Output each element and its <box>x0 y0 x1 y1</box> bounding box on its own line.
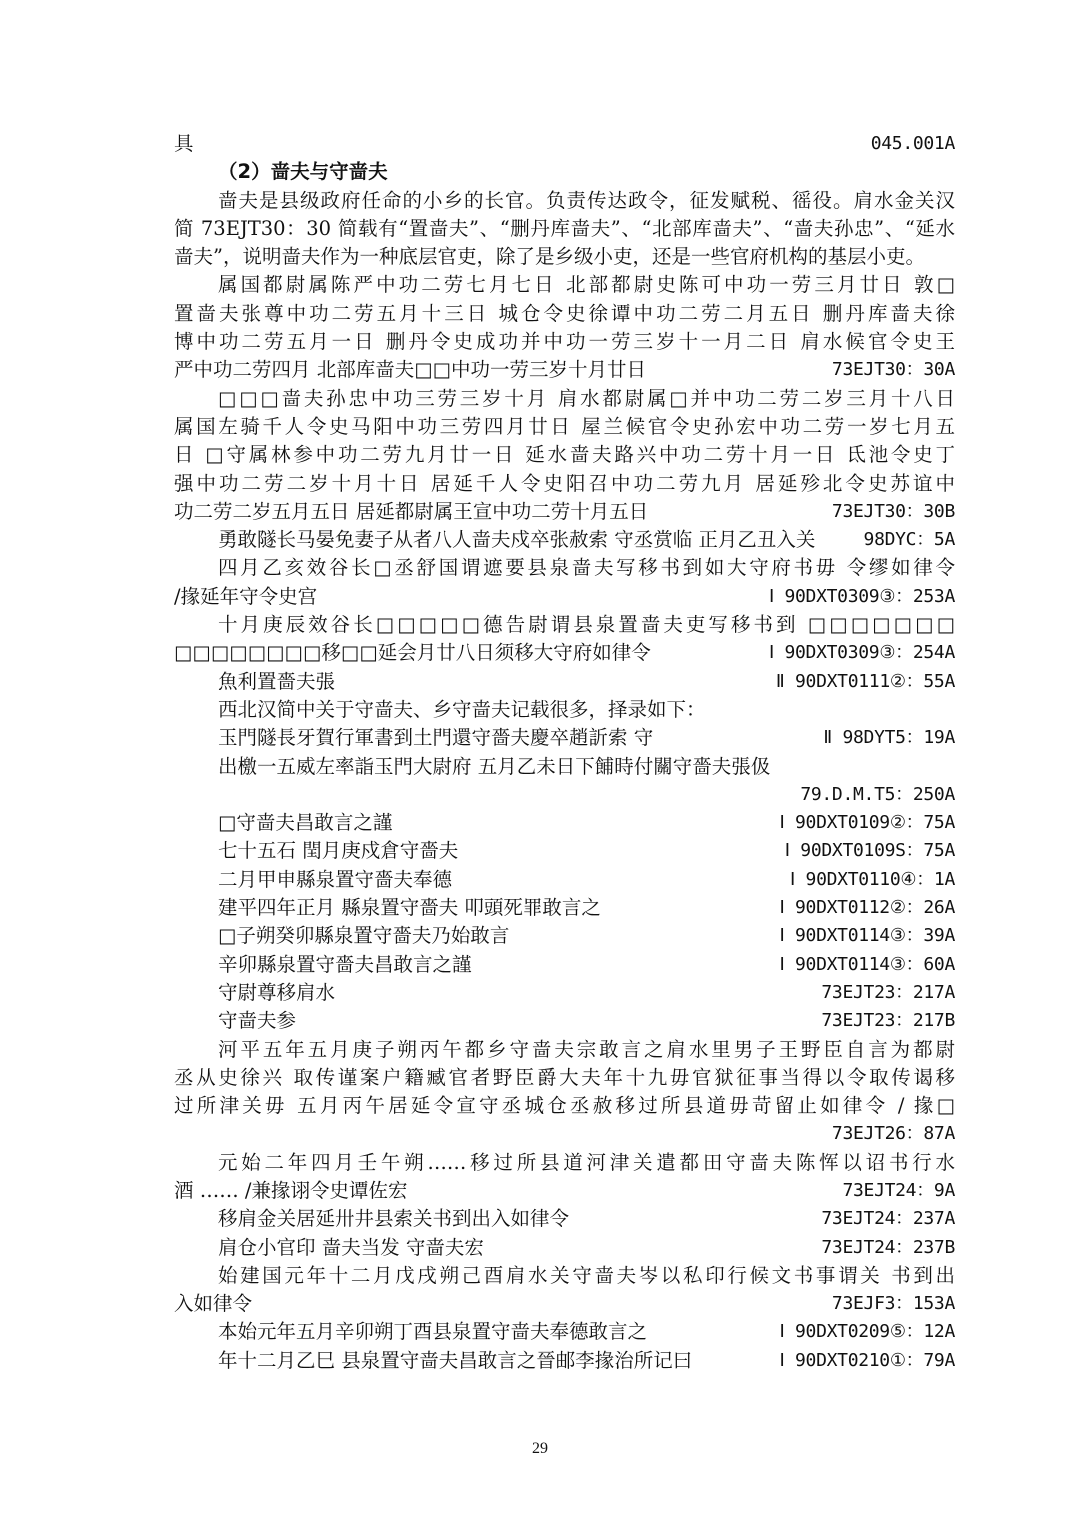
line-text: 七十五石 閏月庚戍倉守嗇夫 <box>218 839 459 863</box>
text-line <box>174 243 955 271</box>
citation-reference: 98DYC：5A <box>863 529 955 551</box>
citation-reference: 73EJT26：87A <box>831 1123 955 1145</box>
line-text: 河平五年五月庚子朔丙午都乡守啬夫宗敢言之肩水里男子王野臣自言为都尉 <box>218 1037 955 1061</box>
citation-reference: Ⅱ 90DXT0111②：55A <box>775 670 955 692</box>
text-line <box>174 639 955 667</box>
text-line <box>174 922 955 950</box>
line-text: 功二劳二岁五月五日 居延都尉属王宣中功二劳十月五日 <box>174 499 649 523</box>
citation-reference: Ⅰ 90DXT0110④：1A <box>790 868 955 890</box>
line-text: □□□□□□□□移□□延会月廿八日须移大守府如律令 <box>174 641 651 665</box>
citation-reference: 045.001A <box>870 133 955 154</box>
citation-reference: 73EJT24：237A <box>821 1208 955 1230</box>
line-text: 二月甲申縣泉置守嗇夫奉德 <box>218 867 453 891</box>
text-line <box>174 1234 955 1262</box>
line-text: 日 □守属林参中功二劳九月廿一日 延水啬夫路兴中功二劳十月一日 氐池令史丁 <box>174 443 955 467</box>
line-text: 严中功二劳四月 北部库啬夫□□中功一劳三岁十月廿日 <box>174 358 647 382</box>
text-line <box>174 413 955 441</box>
text-line <box>174 753 955 781</box>
text-line <box>174 187 955 215</box>
line-text: 强中功二劳二岁十月十日 居延千人令史阳召中功二劳九月 居延殄北令史苏谊中 <box>174 471 955 495</box>
line-text: 酒 …… /兼掾诩令史谭佐宏 <box>174 1178 408 1202</box>
text-line <box>174 328 955 356</box>
text-line <box>174 356 955 384</box>
text-line <box>174 1318 955 1346</box>
text-line <box>174 724 955 752</box>
line-text: □□□啬夫孙忠中功三劳三岁十月 肩水都尉属□并中功二劳二岁三月十八日 <box>218 386 955 410</box>
citation-reference: Ⅰ 90DXT0309③：254A <box>768 642 955 664</box>
text-line <box>174 696 955 724</box>
text-line <box>174 1347 955 1375</box>
line-text: 十月庚辰效谷长□□□□□德告尉谓县泉置啬夫吏写移书到 □□□□□□□ <box>218 613 955 637</box>
text-line <box>174 866 955 894</box>
text-line <box>174 554 955 582</box>
line-text: 过所津关毋 五月丙午居延令宣守丞城仓丞赦移过所县道毋苛留止如律令 / 掾□ <box>174 1094 955 1118</box>
text-line <box>174 1177 955 1205</box>
line-text: 始建国元年十二月戊戌朔己酉肩水关守啬夫岑以私印行候文书事谓关 书到出 <box>218 1263 955 1287</box>
text-line <box>174 470 955 498</box>
text-line <box>174 1036 955 1064</box>
text-line <box>174 1149 955 1177</box>
line-text: 玉門隧長牙賀行軍書到土門還守嗇夫慶卒趙訢索 守 <box>218 726 654 750</box>
text-line <box>174 1205 955 1233</box>
text-line <box>174 215 955 243</box>
text-line <box>174 1262 955 1290</box>
text-line <box>174 1007 955 1035</box>
text-line <box>174 583 955 611</box>
line-text: /掾延年守令史宫 <box>174 584 318 608</box>
line-text: 勇敢隧长马晏免妻子从者八人啬夫戍卒张赦索 守丞赏临 正月乙丑入关 <box>218 528 816 552</box>
text-line <box>174 1064 955 1092</box>
citation-reference: Ⅰ 90DXT0109S：75A <box>784 840 955 862</box>
line-text: 辛卯縣泉置守嗇夫昌敢言之謹 <box>218 952 472 976</box>
line-text: 守尉尊移肩水 <box>218 980 336 1004</box>
line-text: 西北汉简中关于守啬夫、乡守啬夫记载很多，择录如下： <box>218 697 706 721</box>
text-line <box>174 1120 955 1148</box>
citation-reference: Ⅰ 90DXT0109②：75A <box>779 812 955 834</box>
line-text: 入如律令 <box>174 1292 253 1316</box>
text-line <box>174 271 955 299</box>
text-line <box>174 979 955 1007</box>
line-text: 出檄一五威左率詣玉門大尉府 五月乙未日下餔時付關守嗇夫張伋 <box>218 754 771 778</box>
line-text: 啬夫是县级政府任命的小乡的长官。负责传达政令，征发赋税、徭役。肩水金关汉 <box>218 188 955 212</box>
line-text: 建平四年正月 縣泉置守嗇夫 叩頭死罪敢言之 <box>218 896 601 920</box>
citation-reference: Ⅰ 90DXT0209⑤：12A <box>779 1321 955 1343</box>
citation-reference: 73EJT30：30B <box>831 500 955 522</box>
text-line <box>174 526 955 554</box>
text-line <box>174 837 955 865</box>
citation-reference: 79.D.M.T5：250A <box>800 783 955 805</box>
text-line <box>174 300 955 328</box>
text-line <box>174 1092 955 1120</box>
line-text: 具 <box>174 132 194 155</box>
citation-reference: 73EJT30：30A <box>831 359 955 381</box>
citation-reference: Ⅰ 90DXT0309③：253A <box>768 585 955 607</box>
text-line <box>174 668 955 696</box>
line-text: □子朔癸卯縣泉置守嗇夫乃始敢言 <box>218 924 510 948</box>
text-line <box>174 781 955 809</box>
line-text: 移肩金关居延卅井县索关书到出入如律令 <box>218 1207 570 1231</box>
line-text: 简 73EJT30：30 简载有“置啬夫”、“删丹库啬夫”、“北部库啬夫”、“啬夫孙忠”、“延水 <box>174 216 955 240</box>
text-line <box>174 498 955 526</box>
line-text: 本始元年五月辛卯朔丁酉县泉置守啬夫奉德敢言之 <box>218 1320 648 1344</box>
line-text: 四月乙亥效谷长□丞舒国谓遮要县泉啬夫写移书到如大守府书毋 令缪如律令 <box>218 556 955 580</box>
line-text: 博中功二劳五月一日 删丹令史成功并中功一劳三岁十一月二日 肩水候官令史王 <box>174 330 955 354</box>
line-text: 肩仓小官印 啬夫当发 守啬夫宏 <box>218 1235 484 1259</box>
line-text: 元始二年四月壬午朔……移过所县道河津关遣都田守啬夫陈恽以诏书行水 <box>218 1150 955 1174</box>
citation-reference: Ⅰ 90DXT0210①：79A <box>779 1349 955 1371</box>
citation-reference: Ⅰ 90DXT0114③：60A <box>779 953 955 975</box>
citation-reference: 73EJT24：9A <box>842 1179 955 1201</box>
citation-reference: Ⅰ 90DXT0114③：39A <box>779 925 955 947</box>
text-line <box>174 611 955 639</box>
citation-reference: 73EJF3：153A <box>831 1293 955 1315</box>
text-line <box>174 441 955 469</box>
line-text: （2）啬夫与守啬夫 <box>218 160 388 184</box>
text-line <box>174 1290 955 1318</box>
line-text: □守啬夫昌敢言之謹 <box>218 811 393 835</box>
citation-reference: 73EJT23：217B <box>821 1010 955 1032</box>
line-text: 丞从史徐兴 取传谨案户籍臧官者野臣爵大夫年十九毋官狱征事当得以令取传谒移 <box>174 1065 955 1089</box>
page-number: 29 <box>532 1440 548 1457</box>
line-text: 属国都尉属陈严中功二劳七月七日 北部都尉史陈可中功一劳三月廿日 敦□ <box>218 273 955 297</box>
line-text: 属国左骑千人令史马阳中功三劳四月廿日 屋兰候官令史孙宏中功二劳一岁七月五 <box>174 414 955 438</box>
citation-reference: 73EJT23：217A <box>821 981 955 1003</box>
text-line <box>174 809 955 837</box>
line-text: 啬夫”，说明啬夫作为一种底层官吏，除了是乡级小吏，还是一些官府机构的基层小吏。 <box>174 245 925 269</box>
citation-reference: 73EJT24：237B <box>821 1236 955 1258</box>
text-line <box>174 385 955 413</box>
citation-reference: Ⅱ 98DYT5：19A <box>823 727 955 749</box>
citation-reference: Ⅰ 90DXT0112②：26A <box>779 897 955 919</box>
page-body <box>174 130 955 1375</box>
section-heading <box>174 158 955 186</box>
text-line <box>174 951 955 979</box>
text-line <box>174 894 955 922</box>
line-text: 守啬夫参 <box>218 1009 297 1033</box>
line-text: 置啬夫张尊中功二劳五月十三日 城仓令史徐谭中功二劳二月五日 删丹库啬夫徐 <box>174 301 955 325</box>
line-text: 年十二月乙巳 县泉置守啬夫昌敢言之晉邮李掾治所记曰 <box>218 1348 693 1372</box>
text-line <box>174 130 955 158</box>
line-text: 魚利置嗇夫張 <box>218 669 336 693</box>
